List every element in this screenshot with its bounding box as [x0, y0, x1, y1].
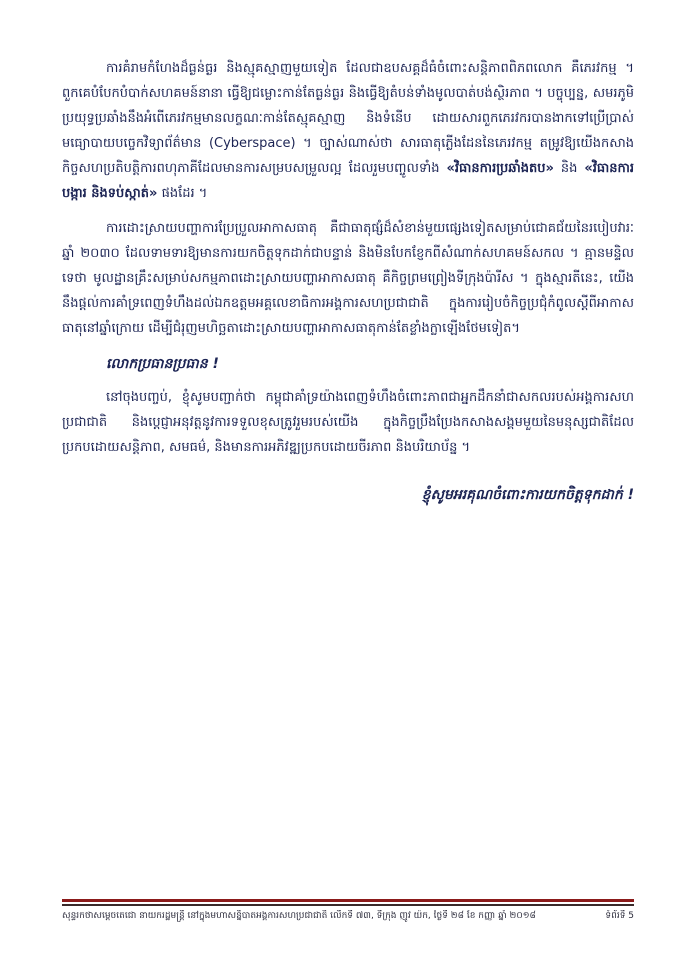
footer-divider-red: [62, 899, 634, 902]
paragraph-conclusion: នៅចុងបញ្ចប់, ខ្ញុំសូមបញ្ជាក់ថា កម្ពុជាគាំទ្រយ៉ាងពេញទំហឹងចំពោះភាពជាអ្នកដឹកនាំជាសកលរបស់អង្គការសហប្រជាជាតិ និងប្តេជ្ញាអនុវត្តនូវការទទួលខុសត្រូវរួមរបស់យើង ក្នុងកិច្ចប្រឹងប្រែងកសាងសង្គមមួយនៃមនុស្សជាតិដែលប្រកបដោយសន្តិភាព, សមធម៌, និងមានការអភិវឌ្ឍប្រកបដោយចីរភាព និងបរិយាប័ន្ន ។: [62, 390, 634, 455]
bold-term-prevention-measures: «វិធានការបង្ការ និងទប់ស្កាត់»: [62, 161, 634, 201]
paragraph-terrorism-text: ការគំរាមកំហែងដ៏ធ្ងន់ធ្ងរ និងស្មុគស្មាញមួយទៀត ដែលជាឧបសគ្គដ៏ធំចំពោះសន្តិភាពពិភពលោក គឺភេរវកម្ម ។ ពួកគេបំបែកបំបាក់សហគមន៍នានា ធ្វើឱ្យជម្លោះកាន់តែធ្ងន់ធ្ងរ និងធ្វើឱ្យតំបន់ទាំងមូលបាត់បង់ស្ថិរភាព ។ បច្ចុប្បន្ន, សមរភូមិប្រយុទ្ធប្រឆាំងនឹងអំពើភេរវកម្មមានលក្ខណៈកាន់តែស្មុគស្មាញ និងទំនើប ដោយសារពួកភេរវករបានងាកទៅប្រើប្រាស់មធ្យោបាយបច្ចេកវិទ្យាព័ត៌មាន (Cyberspace) ។ ច្បាស់ណាស់ថា សារធាតុភ្លើងដែននៃភេរវកម្ម តម្រូវឱ្យយើងកសាងកិច្ចសហប្រតិបត្តិការពហុភាគីដែលមានការសម្របសម្រួលល្អ ដែលរួមបញ្ចូលទាំង: [62, 61, 634, 176]
footer-divider-dark: [62, 904, 634, 906]
bold-term-counter-measures: «វិធានការប្រឆាំងតប»: [446, 161, 554, 176]
page-footer: [62, 910, 634, 923]
paragraph-terrorism-end: ផងដែរ ។: [157, 186, 208, 201]
footer-caption: សុន្ទរកថាសម្តេចតេជោ នាយករដ្ឋមន្ត្រី នៅក្នុងមហាសន្និបាតអង្គការសហប្រជាជាតិ លើកទី ៧៣, ទីក្រុង ញូវ យ៉ក, ថ្ងៃទី ២៨ ខែ កញ្ញា ឆ្នាំ ២០១៨: [62, 911, 536, 921]
page-number: ទំព័រទី 5: [605, 911, 634, 921]
paragraph-climate: ការដោះស្រាយបញ្ហាការប្រែប្រួលអាកាសធាតុ គឺជាធាតុផ្សំដ៏សំខាន់មួយផ្សេងទៀតសម្រាប់ជោគជ័យនៃរបៀបវារៈឆ្នាំ ២០៣០ ដែលទាមទារឱ្យមានការយកចិត្តទុកដាក់ជាបន្ទាន់ និងមិនបែកខ្ញែកពីសំណាក់សហគមន៍សកល ។ គ្មានមន្ទិលទេថា មូលដ្ឋានគ្រឹះសម្រាប់សកម្មភាពដោះស្រាយបញ្ហាអាកាសធាតុ គឺកិច្ចព្រមព្រៀងទីក្រុងប៉ារីស ។ ក្នុងស្មារតីនេះ, យើងនឹងផ្តល់ការគាំទ្រពេញទំហឹងដល់ឯកឧត្តមអគ្គលេខាធិការអង្គការសហប្រជាជាតិ ក្នុងការរៀបចំកិច្ចប្រជុំកំពូលស្តីពីអាកាសធាតុនៅឆ្នាំក្រោយ ដើម្បីជំរុញមហិច្ឆតាដោះស្រាយបញ្ហាអាកាសធាតុកាន់តែខ្លាំងក្លាឡើងថែមទៀត។: [62, 221, 634, 336]
document-body: [62, 56, 634, 508]
paragraph-conjunction: និង: [553, 161, 585, 176]
paragraph-terrorism: [62, 56, 634, 206]
salutation-heading: លោកប្រធានប្រធាន !: [106, 356, 219, 372]
closing-thanks: ខ្ញុំសូមអរគុណចំពោះការយកចិត្តទុកដាក់ !: [421, 487, 634, 503]
